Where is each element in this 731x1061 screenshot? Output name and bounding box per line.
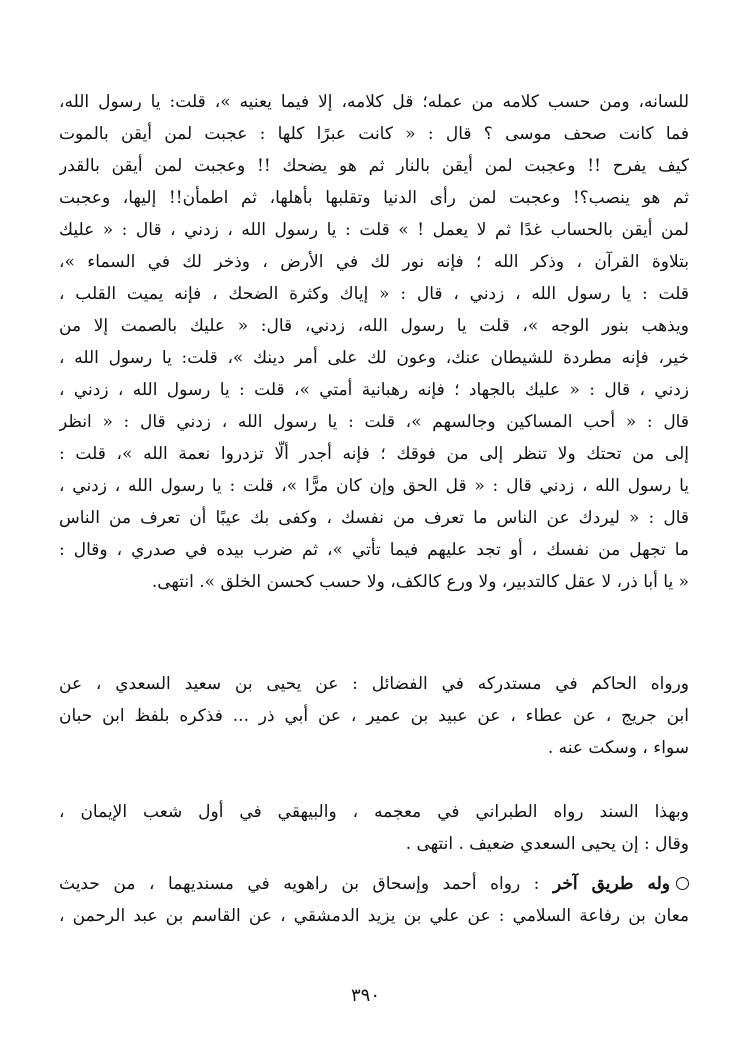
text-line: معان بن رفاعة السلامي : عن علي بن يزيد الدمشقي ، عن القاسم بن عبد الرحمن ، [59, 906, 689, 926]
text-line: قال : « ليردك عن الناس ما تعرف من نفسك ، وكفى بك عيبًا أن تعرف من الناس [59, 508, 689, 528]
text-line: ورواه الحاكم في مستدركه في الفضائل : عن يحيى بن سعيد السعدي ، عن [59, 674, 689, 694]
text-line: « يا أبا ذر، لا عقل كالتدبير، ولا ورع كالكف، ولا حسب كحسن الخلق ». انتهى. [151, 572, 689, 592]
text-line: كيف يفرح !! وعجبت لمن أيقن بالنار ثم هو يضحك !! وعجبت لمن أيقن بالقدر [59, 156, 689, 176]
text-line: قلت : يا رسول الله ، زدني ، قال : « إياك وكثرة الضحك ، فإنه يميت القلب ، [59, 284, 689, 304]
text-run: : رواه أحمد وإسحاق بن راهويه في مسنديهما ، من حديث [59, 874, 540, 894]
paragraph-tabarani-narration [59, 796, 689, 860]
text-line: خير، فإنه مطردة للشيطان عنك، وعون لك على أمر دينك »، قلت: يا رسول الله ، [59, 348, 689, 368]
text-line: ما تجهل من نفسك ، أو تجد عليهم فيما تأتي »، ثم ضرب بيده في صدري ، وقال : [59, 540, 689, 560]
text-line: ويذهب بنور الوجه »، قلت يا رسول الله، زدني، قال: « عليك بالصمت إلا من [59, 316, 689, 336]
text-line: يا رسول الله ، زدني قال : « قل الحق وإن كان مرًّا »، قلت : يا رسول الله ، زدني ، [59, 476, 689, 496]
text-line: بتلاوة القرآن ، وذكر الله ؛ فإنه نور لك في الأرض ، وذخر لك في السماء »، [59, 252, 689, 272]
text-line: للسانه، ومن حسب كلامه من عمله؛ قل كلامه، إلا فيما يعنيه »، قلت: يا رسول الله، [59, 92, 689, 112]
section-lead: وله طريق آخر [552, 874, 671, 894]
text-line: لمن أيقن بالحساب غدًا ثم لا يعمل ! » قلت : يا رسول الله ، زدني ، قال : « عليك [59, 220, 689, 240]
text-line [59, 868, 689, 900]
text-line: سواء ، وسكت عنه . [547, 738, 689, 758]
paragraph-hadith-continuation [59, 86, 689, 598]
paragraph-hakim-narration [59, 668, 689, 764]
text-line: وقال : إن يحيى السعدي ضعيف . انتهى . [405, 834, 689, 854]
text-line: وبهذا السند رواه الطبراني في معجمه ، والبيهقي في أول شعب الإيمان ، [59, 802, 689, 822]
circle-bullet-icon [676, 877, 689, 890]
text-line: فما كانت صحف موسى ؟ قال : « كانت عبرًا كلها : عجبت لمن أيقن بالموت [59, 124, 689, 144]
text-line: ابن جريج ، عن عطاء ، عن عبيد بن عمير ، عن أبي ذر ... فذكره بلفظ ابن حبان [59, 706, 689, 726]
text-line: ثم هو ينصب؟! وعجبت لمن رأى الدنيا وتقلبها بأهلها، ثم اطمأن!! إليها، وعجبت [59, 188, 689, 208]
text-line: زدني ، قال : « عليك بالجهاد ؛ فإنه رهبانية أمتي »، قلت : يا رسول الله ، زدني ، [59, 380, 689, 400]
text-line: إلى من تحتك ولا تنظر إلى من فوقك ؛ فإنه أجدر ألّا تزدروا نعمة الله »، قلت : [59, 444, 689, 464]
text-line: قال : « أحب المساكين وجالسهم »، قلت : يا رسول الله ، زدني قال : « انظر [59, 412, 689, 432]
paragraph-another-chain [59, 868, 689, 932]
page-number: ٣٩٠ [350, 985, 380, 1006]
